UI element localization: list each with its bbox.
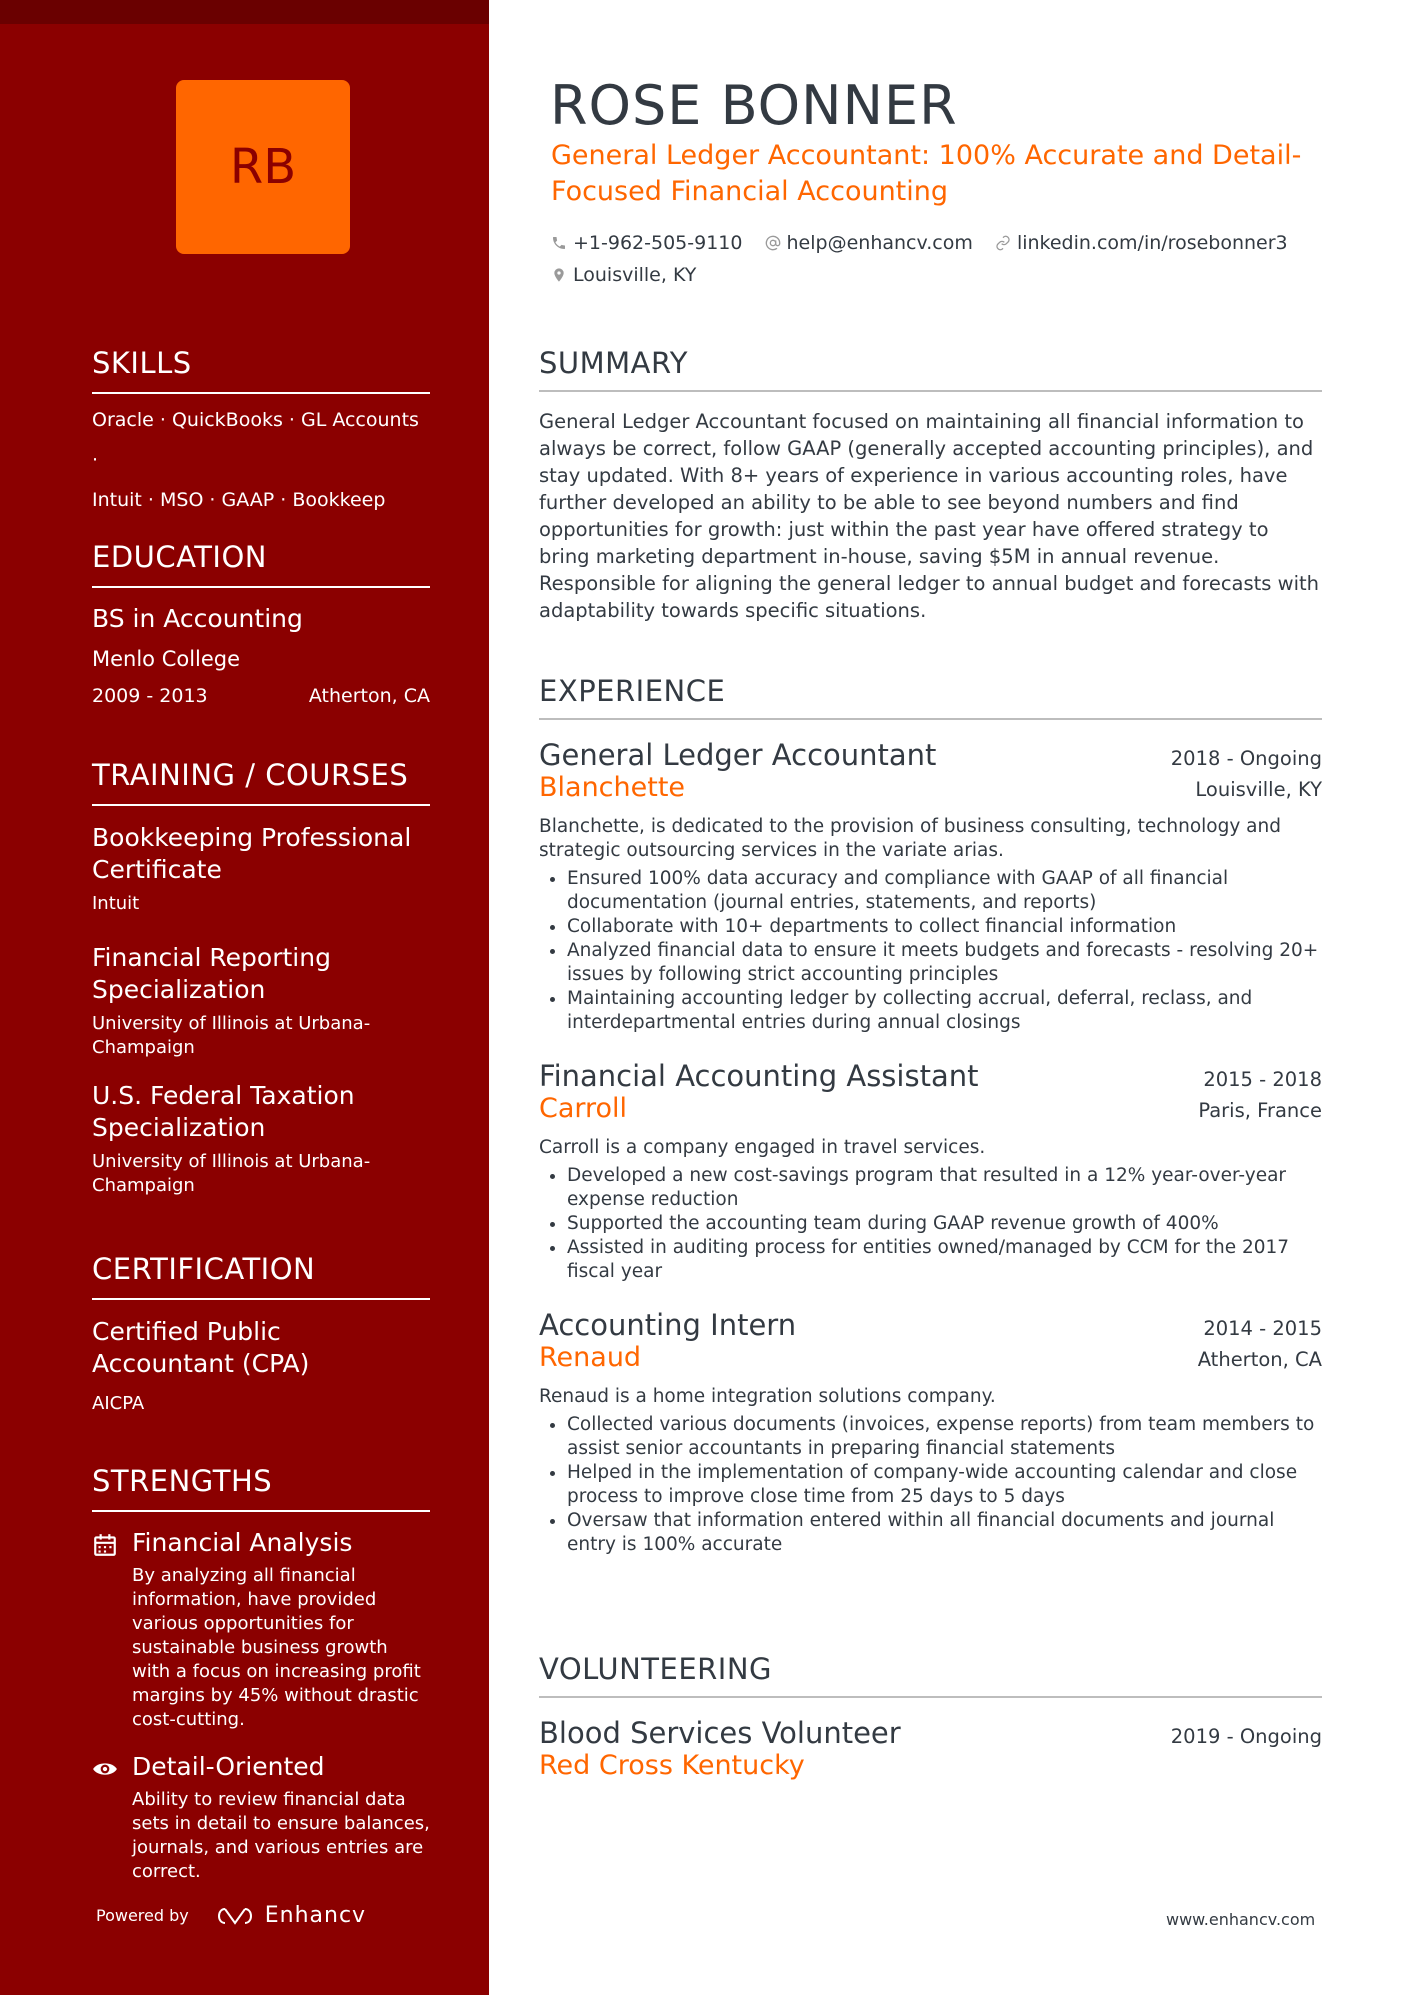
job-company: Renaud bbox=[539, 1342, 642, 1373]
job-entry bbox=[539, 738, 1322, 1035]
eye-icon bbox=[92, 1756, 118, 1782]
volunteer-dates: 2019 - Ongoing bbox=[1170, 1725, 1322, 1748]
job-subheader bbox=[539, 1093, 1322, 1124]
training-section bbox=[92, 758, 430, 1198]
course-title: Bookkeeping Professional Certificate bbox=[92, 823, 412, 884]
job-title: Accounting Intern bbox=[539, 1308, 797, 1342]
volunteering-heading: VOLUNTEERING bbox=[539, 1652, 1322, 1698]
calendar-icon bbox=[92, 1532, 118, 1558]
course-item bbox=[92, 1080, 430, 1198]
job-bullet: • Supported the accounting team during GAAP revenue growth of 400% bbox=[567, 1212, 1322, 1236]
job-description: Renaud is a home integration solutions company. bbox=[539, 1386, 996, 1407]
link-icon bbox=[995, 235, 1011, 251]
course-item bbox=[92, 822, 430, 916]
contact-linkedin-text: linkedin.com/in/rosebonner3 bbox=[1016, 232, 1288, 254]
job-header bbox=[539, 1308, 1322, 1342]
job-entry bbox=[539, 1308, 1322, 1557]
volunteer-entry bbox=[539, 1716, 1322, 1781]
job-bullet: • Collaborate with 10+ departments to collect financial information bbox=[567, 915, 1322, 939]
job-bullet: • Developed a new cost-savings program that resulted in a 12% year-over-year expense reduction bbox=[567, 1164, 1322, 1212]
contact-info bbox=[551, 228, 1371, 292]
contact-location-text: Louisville, KY bbox=[573, 264, 697, 286]
contact-phone[interactable] bbox=[551, 228, 742, 258]
job-entry bbox=[539, 1059, 1322, 1284]
job-location: Louisville, KY bbox=[1195, 778, 1322, 801]
education-section bbox=[92, 540, 430, 707]
course-title: Financial Reporting Specialization bbox=[92, 943, 331, 1004]
course-item bbox=[92, 942, 430, 1060]
enhancv-logo[interactable] bbox=[213, 1903, 366, 1928]
enhancv-logo-text: Enhancv bbox=[264, 1903, 367, 1928]
job-bullets bbox=[539, 867, 1322, 1035]
job-company: Carroll bbox=[539, 1093, 628, 1124]
volunteering-section bbox=[539, 1652, 1322, 1781]
powered-by-label: Powered by bbox=[96, 1906, 189, 1925]
job-description: Blanchette, is dedicated to the provision of business consulting, technology and strategic outsourcing services in the variate arias. bbox=[539, 816, 1281, 861]
education-meta bbox=[92, 685, 430, 707]
certification-title: Certified Public Accountant (CPA) bbox=[92, 1317, 310, 1378]
job-location: Atherton, CA bbox=[1197, 1348, 1322, 1371]
volunteer-organization: Red Cross Kentucky bbox=[539, 1750, 805, 1781]
job-bullet: • Assisted in auditing process for entities owned/managed by CCM for the 2017 fiscal year bbox=[567, 1236, 1322, 1284]
skills-section bbox=[92, 346, 430, 520]
candidate-name: ROSE BONNER bbox=[550, 74, 958, 137]
skills-line-2: Intuit · MSO · GAAP · Bookkeep bbox=[92, 489, 386, 511]
education-heading: EDUCATION bbox=[92, 540, 430, 588]
candidate-headline: General Ledger Accountant: 100% Accurate and Detail-Focused Financial Accounting bbox=[551, 140, 1302, 207]
avatar bbox=[176, 80, 350, 254]
experience-section bbox=[539, 674, 1322, 1557]
course-title: U.S. Federal Taxation Specialization bbox=[92, 1081, 355, 1142]
education-dates: 2009 - 2013 bbox=[92, 685, 208, 707]
avatar-initials: RB bbox=[229, 139, 297, 195]
strength-title: Detail-Oriented bbox=[132, 1752, 325, 1781]
job-dates: 2018 - Ongoing bbox=[1170, 747, 1322, 770]
course-provider: Intuit bbox=[92, 893, 140, 914]
volunteer-title: Blood Services Volunteer bbox=[539, 1716, 901, 1750]
job-location: Paris, France bbox=[1198, 1099, 1322, 1122]
job-bullet: • Maintaining accounting ledger by collecting accrual, deferral, reclass, and interdepartmental entries during annual closings bbox=[567, 987, 1322, 1035]
job-subheader bbox=[539, 1342, 1322, 1373]
job-bullet: • Oversaw that information entered within all financial documents and journal entry is 100% accurate bbox=[567, 1509, 1322, 1557]
strength-description: Ability to review financial data sets in detail to ensure balances, journals, and various entries are correct. bbox=[132, 1789, 430, 1882]
contact-phone-text: +1-962-505-9110 bbox=[573, 232, 743, 254]
phone-icon bbox=[551, 235, 567, 251]
contact-email[interactable] bbox=[765, 228, 973, 258]
certification-item bbox=[92, 1316, 430, 1416]
certification-issuer: AICPA bbox=[92, 1393, 145, 1414]
education-location: Atherton, CA bbox=[308, 685, 430, 707]
strength-item bbox=[92, 1750, 430, 1884]
job-bullets bbox=[539, 1164, 1322, 1284]
job-company: Blanchette bbox=[539, 772, 686, 803]
training-heading: TRAINING / COURSES bbox=[92, 758, 430, 806]
job-description: Carroll is a company engaged in travel services. bbox=[539, 1137, 986, 1158]
volunteer-subheader bbox=[539, 1750, 1322, 1781]
location-pin-icon bbox=[551, 267, 567, 283]
job-bullet: • Ensured 100% data accuracy and compliance with GAAP of all financial documentation (journal entries, statements, and reports) bbox=[567, 867, 1322, 915]
job-title: General Ledger Accountant bbox=[539, 738, 937, 772]
experience-heading: EXPERIENCE bbox=[539, 674, 1322, 720]
summary-section bbox=[539, 346, 1322, 624]
job-bullets bbox=[539, 1413, 1322, 1557]
job-bullet: • Analyzed financial data to ensure it meets budgets and forecasts - resolving 20+ issues by following strict accounting principles bbox=[567, 939, 1322, 987]
job-header bbox=[539, 738, 1322, 772]
powered-by bbox=[96, 1903, 366, 1928]
job-subheader bbox=[539, 772, 1322, 803]
volunteer-header bbox=[539, 1716, 1322, 1750]
job-bullet: • Collected various documents (invoices, expense reports) from team members to assist senior accountants in preparing financial statements bbox=[567, 1413, 1322, 1461]
education-degree: BS in Accounting bbox=[92, 604, 303, 633]
strengths-heading: STRENGTHS bbox=[92, 1464, 430, 1512]
skills-heading: SKILLS bbox=[92, 346, 430, 394]
job-title: Financial Accounting Assistant bbox=[539, 1059, 979, 1093]
summary-text: General Ledger Accountant focused on maintaining all financial information to always be correct, follow GAAP (generally accepted accounting principles), and stay updated. With 8+ years of experience in various accounting roles, have further developed an ability to be able to see beyond numbers and find opportunities for growth: just within the past year have offered strategy to bring marketing department in-house, saving $5M in annual revenue. Responsible for aligning the general ledger to annual budget and forecasts with adaptability towards specific situations. bbox=[539, 410, 1320, 622]
job-bullet: • Helped in the implementation of company-wide accounting calendar and close process to improve close time from 25 days to 5 days bbox=[567, 1461, 1322, 1509]
course-provider: University of Illinois at Urbana-Champaign bbox=[92, 1013, 371, 1058]
sidebar bbox=[0, 0, 489, 1995]
contact-linkedin[interactable] bbox=[995, 228, 1288, 258]
contact-location bbox=[551, 260, 696, 290]
strength-item bbox=[92, 1526, 430, 1732]
contact-email-text: help@enhancv.com bbox=[786, 232, 973, 254]
course-provider: University of Illinois at Urbana-Champaign bbox=[92, 1151, 371, 1196]
strength-title: Financial Analysis bbox=[132, 1528, 353, 1557]
summary-heading: SUMMARY bbox=[539, 346, 1322, 392]
main-content bbox=[489, 0, 1410, 1995]
strengths-section bbox=[92, 1464, 430, 1884]
strength-description: By analyzing all financial information, have provided various opportunities for sustainable business growth with a focus on increasing profit margins by 45% without drastic cost-cutting. bbox=[132, 1565, 421, 1730]
skills-line-1: Oracle · QuickBooks · GL Accounts · bbox=[92, 409, 419, 471]
enhancv-logo-icon bbox=[213, 1905, 257, 1927]
job-header bbox=[539, 1059, 1322, 1093]
at-icon bbox=[765, 235, 781, 251]
footer-url[interactable]: www.enhancv.com bbox=[1166, 1910, 1316, 1929]
education-school: Menlo College bbox=[92, 647, 241, 671]
job-dates: 2014 - 2015 bbox=[1203, 1317, 1322, 1340]
certification-section bbox=[92, 1252, 430, 1416]
sidebar-top-band bbox=[0, 0, 489, 24]
certification-heading: CERTIFICATION bbox=[92, 1252, 430, 1300]
job-dates: 2015 - 2018 bbox=[1203, 1068, 1322, 1091]
